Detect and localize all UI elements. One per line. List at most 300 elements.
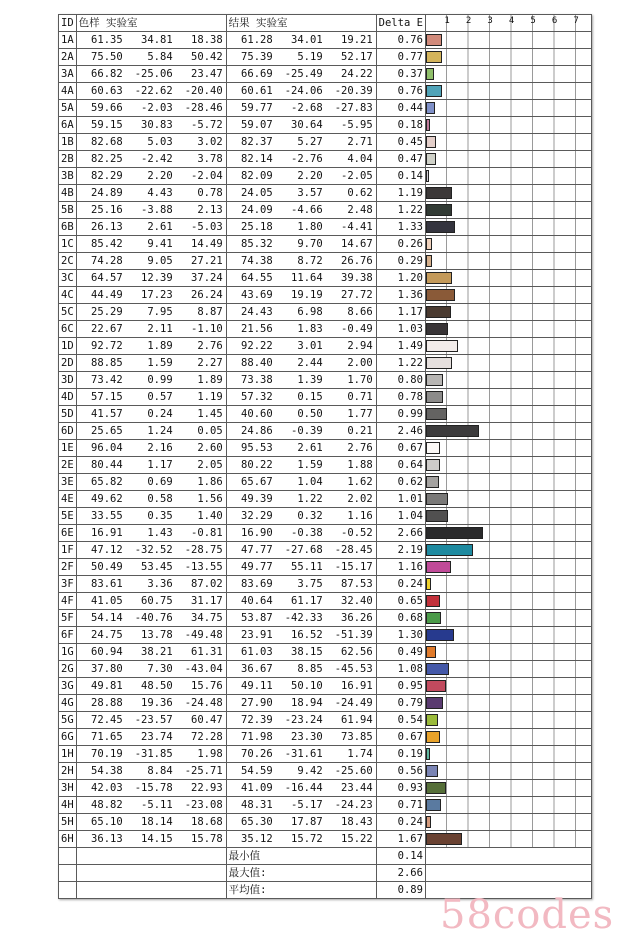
lab-value: 4.04: [347, 152, 373, 165]
sample-lab: [76, 559, 226, 576]
lab-value: 82.37: [241, 135, 273, 148]
patch-id: 1A: [59, 32, 77, 49]
sample-lab: [76, 389, 226, 406]
lab-value: 1.83: [297, 322, 323, 335]
result-lab: [226, 593, 376, 610]
lab-value: 5.84: [147, 50, 173, 63]
delta-e-bar-cell: [425, 440, 591, 457]
table-row: [59, 287, 592, 304]
patch-id: 5E: [59, 508, 77, 525]
lab-value: -49.48: [184, 628, 223, 641]
delta-e-bar: [426, 255, 432, 267]
lab-value: -2.76: [291, 152, 323, 165]
lab-value: 65.82: [91, 475, 123, 488]
lab-value: 6.98: [297, 305, 323, 318]
sample-lab: [76, 457, 226, 474]
delta-e-value: 0.65: [376, 593, 425, 610]
result-lab: [226, 49, 376, 66]
lab-value: 72.45: [91, 713, 123, 726]
lab-value: 50.42: [191, 50, 223, 63]
lab-value: 39.38: [341, 271, 373, 284]
lab-value: 52.17: [341, 50, 373, 63]
lab-value: 25.65: [91, 424, 123, 437]
lab-value: 37.24: [191, 271, 223, 284]
stat-label: 最大值:: [226, 865, 376, 882]
lab-value: 13.78: [141, 628, 173, 641]
lab-value: 23.74: [141, 730, 173, 743]
table-row: [59, 202, 592, 219]
lab-value: 40.64: [241, 594, 273, 607]
sample-lab: [76, 83, 226, 100]
sample-lab: [76, 763, 226, 780]
axis-tick: 4: [508, 16, 515, 26]
lab-value: 22.93: [191, 781, 223, 794]
lab-value: 50.10: [291, 679, 323, 692]
sample-lab: [76, 134, 226, 151]
table-row: [59, 780, 592, 797]
lab-value: -27.68: [284, 543, 323, 556]
delta-e-value: 0.49: [376, 644, 425, 661]
lab-value: -0.38: [291, 526, 323, 539]
lab-value: 1.80: [297, 220, 323, 233]
lab-value: 24.22: [341, 67, 373, 80]
lab-value: -15.17: [334, 560, 373, 573]
delta-e-bar: [426, 374, 443, 386]
table-row: [59, 304, 592, 321]
lab-value: -28.46: [184, 101, 223, 114]
lab-value: 17.23: [141, 288, 173, 301]
result-lab: [226, 491, 376, 508]
table-row: [59, 525, 592, 542]
table-row: [59, 32, 592, 49]
sample-lab: [76, 117, 226, 134]
lab-value: 82.68: [91, 135, 123, 148]
delta-e-bar-cell: [425, 627, 591, 644]
delta-e-bar: [426, 527, 483, 539]
lab-value: 17.87: [291, 815, 323, 828]
lab-value: 30.83: [141, 118, 173, 131]
lab-value: 3.78: [197, 152, 223, 165]
sample-lab: [76, 406, 226, 423]
sample-lab: [76, 185, 226, 202]
delta-e-value: 1.17: [376, 304, 425, 321]
lab-value: -5.72: [191, 118, 223, 131]
sample-lab: [76, 66, 226, 83]
lab-value: 49.62: [91, 492, 123, 505]
lab-value: 18.68: [191, 815, 223, 828]
lab-value: 53.45: [141, 560, 173, 573]
lab-value: 24.09: [241, 203, 273, 216]
sample-lab: [76, 712, 226, 729]
header-result: 结果 实验室: [226, 15, 376, 32]
result-lab: [226, 797, 376, 814]
delta-e-value: 0.14: [376, 168, 425, 185]
lab-value: 43.69: [241, 288, 273, 301]
lab-value: 25.16: [91, 203, 123, 216]
sample-lab: [76, 780, 226, 797]
delta-e-bar-cell: [425, 253, 591, 270]
axis-tick: 3: [487, 16, 493, 26]
delta-e-bar-cell: [425, 542, 591, 559]
delta-e-bar: [426, 340, 458, 352]
lab-value: 48.82: [91, 798, 123, 811]
lab-value: 1.74: [347, 747, 373, 760]
patch-id: 2E: [59, 457, 77, 474]
lab-value: 24.89: [91, 186, 123, 199]
sample-lab: [76, 151, 226, 168]
lab-value: 61.28: [241, 33, 273, 46]
lab-value: 38.15: [291, 645, 323, 658]
lab-value: 57.15: [91, 390, 123, 403]
patch-id: 5G: [59, 712, 77, 729]
lab-value: 92.22: [241, 339, 273, 352]
table-row: [59, 423, 592, 440]
lab-value: 34.81: [141, 33, 173, 46]
lab-value: 18.94: [291, 696, 323, 709]
lab-value: -24.48: [184, 696, 223, 709]
delta-e-bar-cell: [425, 134, 591, 151]
result-lab: [226, 508, 376, 525]
table-row: [59, 593, 592, 610]
lab-value: 8.72: [297, 254, 323, 267]
lab-value: 16.52: [291, 628, 323, 641]
delta-e-value: 1.33: [376, 219, 425, 236]
lab-value: -25.49: [284, 67, 323, 80]
lab-value: 9.41: [147, 237, 173, 250]
delta-e-bar-cell: [425, 168, 591, 185]
delta-e-value: 0.67: [376, 729, 425, 746]
result-lab: [226, 355, 376, 372]
sample-lab: [76, 338, 226, 355]
delta-e-bar-cell: [425, 780, 591, 797]
delta-e-bar: [426, 697, 443, 709]
delta-e-bar: [426, 714, 438, 726]
delta-e-bar-cell: [425, 49, 591, 66]
lab-value: 54.59: [241, 764, 273, 777]
patch-id: 1D: [59, 338, 77, 355]
lab-value: 41.57: [91, 407, 123, 420]
patch-id: 4A: [59, 83, 77, 100]
lab-value: -0.52: [341, 526, 373, 539]
lab-value: -5.03: [191, 220, 223, 233]
sample-lab: [76, 491, 226, 508]
lab-value: 2.94: [347, 339, 373, 352]
table-row: [59, 508, 592, 525]
lab-value: 95.53: [241, 441, 273, 454]
result-lab: [226, 423, 376, 440]
lab-value: 1.43: [147, 526, 173, 539]
sample-lab: [76, 440, 226, 457]
delta-e-value: 1.01: [376, 491, 425, 508]
delta-e-value: 1.36: [376, 287, 425, 304]
delta-e-value: 1.03: [376, 321, 425, 338]
delta-e-bar-cell: [425, 151, 591, 168]
delta-e-bar: [426, 629, 454, 641]
lab-value: 5.03: [147, 135, 173, 148]
lab-value: 66.82: [91, 67, 123, 80]
patch-id: 2B: [59, 151, 77, 168]
lab-value: 2.61: [297, 441, 323, 454]
result-lab: [226, 440, 376, 457]
table-row: [59, 559, 592, 576]
lab-value: 2.11: [147, 322, 173, 335]
delta-e-value: 0.80: [376, 372, 425, 389]
lab-value: 70.19: [91, 747, 123, 760]
result-lab: [226, 236, 376, 253]
lab-value: 24.75: [91, 628, 123, 641]
delta-e-value: 0.47: [376, 151, 425, 168]
lab-value: 82.09: [241, 169, 273, 182]
lab-value: -4.66: [291, 203, 323, 216]
patch-id: 5C: [59, 304, 77, 321]
delta-e-bar: [426, 646, 437, 658]
delta-e-value: 2.66: [376, 525, 425, 542]
header-delta: Delta E: [376, 15, 425, 32]
delta-e-bar: [426, 680, 446, 692]
delta-e-value: 0.79: [376, 695, 425, 712]
lab-value: 5.19: [297, 50, 323, 63]
lab-value: 49.77: [241, 560, 273, 573]
lab-value: 61.31: [191, 645, 223, 658]
delta-e-bar-cell: [425, 695, 591, 712]
lab-value: 59.77: [241, 101, 273, 114]
lab-value: 7.95: [147, 305, 173, 318]
delta-e-value: 0.67: [376, 440, 425, 457]
delta-e-bar: [426, 51, 443, 63]
table-row: [59, 729, 592, 746]
delta-e-value: 0.29: [376, 253, 425, 270]
lab-value: -43.04: [184, 662, 223, 675]
delta-e-value: 0.95: [376, 678, 425, 695]
delta-e-bar: [426, 221, 455, 233]
axis-tick: 7: [573, 16, 579, 26]
delta-e-bar: [426, 153, 436, 165]
table-row: [59, 746, 592, 763]
lab-value: 2.48: [347, 203, 373, 216]
delta-e-bar-cell: [425, 423, 591, 440]
lab-value: 0.21: [347, 424, 373, 437]
stat-label: 最小值: [226, 848, 376, 865]
patch-id: 6H: [59, 831, 77, 848]
delta-e-bar: [426, 561, 451, 573]
delta-e-bar: [426, 510, 448, 522]
table-row: [59, 100, 592, 117]
lab-value: 2.60: [197, 441, 223, 454]
lab-value: -23.08: [184, 798, 223, 811]
lab-value: 1.16: [347, 509, 373, 522]
delta-e-value: 0.93: [376, 780, 425, 797]
delta-e-bar-cell: [425, 100, 591, 117]
lab-value: 16.90: [241, 526, 273, 539]
lab-value: 3.75: [297, 577, 323, 590]
stats-row: [59, 848, 592, 865]
lab-value: -25.06: [134, 67, 173, 80]
watermark: 58codes: [440, 892, 615, 938]
lab-value: 18.38: [191, 33, 223, 46]
result-lab: [226, 525, 376, 542]
result-lab: [226, 627, 376, 644]
stats-row: [59, 865, 592, 882]
delta-e-bar: [426, 748, 430, 760]
lab-value: 25.18: [241, 220, 273, 233]
lab-value: 0.50: [297, 407, 323, 420]
lab-value: 21.56: [241, 322, 273, 335]
lab-value: 59.15: [91, 118, 123, 131]
axis-tick: 5: [530, 16, 536, 26]
delta-e-bar-cell: [425, 219, 591, 236]
delta-e-value: 1.08: [376, 661, 425, 678]
sample-lab: [76, 729, 226, 746]
delta-e-bar: [426, 595, 440, 607]
lab-value: 82.29: [91, 169, 123, 182]
lab-value: -32.52: [134, 543, 173, 556]
lab-value: 22.67: [91, 322, 123, 335]
lab-value: 9.05: [147, 254, 173, 267]
lab-value: 26.13: [91, 220, 123, 233]
lab-value: 49.11: [241, 679, 273, 692]
lab-value: 1.70: [347, 373, 373, 386]
delta-e-value: 0.56: [376, 763, 425, 780]
sample-lab: [76, 644, 226, 661]
result-lab: [226, 83, 376, 100]
lab-value: 1.62: [347, 475, 373, 488]
delta-e-bar: [426, 612, 441, 624]
delta-e-value: 1.22: [376, 355, 425, 372]
sample-lab: [76, 695, 226, 712]
delta-e-bar-cell: [425, 763, 591, 780]
result-lab: [226, 542, 376, 559]
stat-value: 2.66: [376, 865, 425, 882]
delta-e-bar: [426, 391, 443, 403]
lab-value: 9.70: [297, 237, 323, 250]
delta-e-bar-cell: [425, 66, 591, 83]
result-lab: [226, 831, 376, 848]
lab-value: 73.38: [241, 373, 273, 386]
patch-id: 2D: [59, 355, 77, 372]
delta-e-bar-cell: [425, 32, 591, 49]
delta-e-bar: [426, 170, 429, 182]
delta-e-value: 0.99: [376, 406, 425, 423]
lab-value: 12.39: [141, 271, 173, 284]
lab-value: 0.24: [147, 407, 173, 420]
sample-lab: [76, 576, 226, 593]
lab-value: 1.86: [197, 475, 223, 488]
lab-value: 32.40: [341, 594, 373, 607]
lab-value: -0.49: [341, 322, 373, 335]
lab-value: 87.02: [191, 577, 223, 590]
delta-e-value: 0.68: [376, 610, 425, 627]
lab-value: 85.42: [91, 237, 123, 250]
empty-cell: [425, 865, 591, 882]
sample-lab: [76, 474, 226, 491]
lab-value: 1.24: [147, 424, 173, 437]
delta-e-bar-cell: [425, 338, 591, 355]
table-row: [59, 797, 592, 814]
delta-e-bar: [426, 578, 431, 590]
lab-value: 2.13: [197, 203, 223, 216]
lab-value: 65.30: [241, 815, 273, 828]
delta-e-bar: [426, 782, 446, 794]
empty-cell: [59, 865, 77, 882]
delta-e-bar: [426, 187, 452, 199]
patch-id: 4D: [59, 389, 77, 406]
lab-value: -0.39: [291, 424, 323, 437]
lab-value: -22.62: [134, 84, 173, 97]
axis-tick: 2: [465, 16, 472, 26]
lab-value: 30.64: [291, 118, 323, 131]
lab-value: 65.10: [91, 815, 123, 828]
lab-value: 16.91: [91, 526, 123, 539]
lab-value: 60.75: [141, 594, 173, 607]
lab-value: 61.94: [341, 713, 373, 726]
sample-lab: [76, 270, 226, 287]
lab-value: 0.35: [147, 509, 173, 522]
lab-value: 32.29: [241, 509, 273, 522]
sample-lab: [76, 372, 226, 389]
delta-e-bar-cell: [425, 185, 591, 202]
result-lab: [226, 610, 376, 627]
table-row: [59, 831, 592, 848]
delta-e-bar-cell: [425, 457, 591, 474]
lab-value: -25.60: [334, 764, 373, 777]
table-row: [59, 168, 592, 185]
axis-ticks: [426, 15, 591, 31]
table-row: [59, 49, 592, 66]
result-lab: [226, 712, 376, 729]
lab-value: 44.49: [91, 288, 123, 301]
lab-value: 19.21: [341, 33, 373, 46]
delta-e-bar-cell: [425, 644, 591, 661]
lab-value: 9.42: [297, 764, 323, 777]
lab-value: 50.49: [91, 560, 123, 573]
stat-label: 平均值:: [226, 882, 376, 899]
sample-lab: [76, 253, 226, 270]
result-lab: [226, 746, 376, 763]
lab-value: 47.12: [91, 543, 123, 556]
lab-value: 23.91: [241, 628, 273, 641]
result-lab: [226, 389, 376, 406]
lab-value: -5.95: [341, 118, 373, 131]
patch-id: 1C: [59, 236, 77, 253]
lab-value: 25.29: [91, 305, 123, 318]
delta-e-bar-cell: [425, 508, 591, 525]
lab-value: -5.11: [141, 798, 173, 811]
patch-id: 1E: [59, 440, 77, 457]
table-row: [59, 270, 592, 287]
table-row: [59, 814, 592, 831]
delta-e-bar: [426, 765, 438, 777]
lab-value: -27.83: [334, 101, 373, 114]
empty-cell: [76, 848, 226, 865]
lab-value: 92.72: [91, 339, 123, 352]
delta-e-bar: [426, 289, 455, 301]
sample-lab: [76, 355, 226, 372]
result-lab: [226, 372, 376, 389]
lab-value: 1.77: [347, 407, 373, 420]
delta-e-bar: [426, 204, 452, 216]
lab-value: 62.56: [341, 645, 373, 658]
lab-value: 38.21: [141, 645, 173, 658]
patch-id: 3C: [59, 270, 77, 287]
delta-e-bar: [426, 136, 436, 148]
patch-id: 4E: [59, 491, 77, 508]
lab-value: 73.42: [91, 373, 123, 386]
lab-value: -2.05: [341, 169, 373, 182]
sample-lab: [76, 423, 226, 440]
result-lab: [226, 729, 376, 746]
result-lab: [226, 474, 376, 491]
sample-lab: [76, 321, 226, 338]
